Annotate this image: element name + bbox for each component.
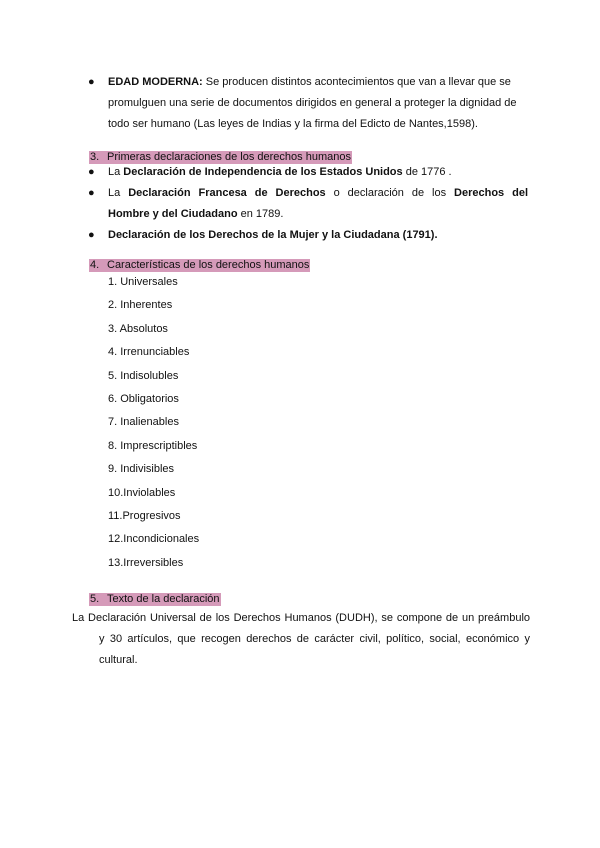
bullet-item	[86, 162, 528, 183]
bold-text: Derechos del	[454, 187, 528, 199]
bullet-item	[86, 225, 528, 246]
list-item: 13.Irreversibles	[108, 557, 184, 569]
heading-number: 5.	[90, 593, 100, 605]
bullet-dot-icon: ●	[88, 229, 95, 241]
section3-bullets	[86, 162, 528, 246]
list-item: 6. Obligatorios	[108, 393, 179, 405]
bullet-text: promulguen una serie de documentos dirigidos en general a proteger la dignidad de	[108, 97, 517, 109]
bullet-dot-icon: ●	[88, 76, 95, 88]
heading-number: 4.	[90, 259, 100, 271]
text: o declaración de los	[325, 187, 455, 199]
section-heading-4	[89, 259, 310, 272]
bullet-line	[86, 72, 528, 93]
list-item: 1. Universales	[108, 276, 178, 288]
bullet-continuation	[86, 114, 528, 135]
bold-text: Declaración de los Derechos de la Mujer y la Ciudadana (1791).	[108, 229, 438, 241]
list-item: 3. Absolutos	[108, 323, 168, 335]
edad-moderna-bullet	[86, 72, 528, 135]
bullet-dot-icon: ●	[88, 166, 95, 178]
bullet-label: EDAD MODERNA:	[108, 76, 203, 88]
bold-text: Declaración Francesa de Derechos	[128, 187, 326, 199]
list-item: 2. Inherentes	[108, 299, 173, 311]
list-item: 9. Indivisibles	[108, 463, 175, 475]
bullet-text: todo ser humano (Las leyes de Indias y la firma del Edicto de Nantes,1598).	[108, 118, 478, 130]
list-item: 8. Imprescriptibles	[108, 440, 198, 452]
paragraph-line: y 30 artículos, que recogen derechos de carácter civil, político, social, económico y	[99, 633, 530, 645]
heading-title: Características de los derechos humanos	[107, 259, 310, 271]
list-item: 4. Irrenunciables	[108, 346, 190, 358]
list-item: 11.Progresivos	[108, 510, 181, 522]
list-item: 5. Indisolubles	[108, 370, 179, 382]
bullet-text: Se producen distintos acontecimientos que van a llevar que se	[205, 76, 511, 88]
paragraph-line: La Declaración Universal de los Derechos Humanos (DUDH), se compone de un preámbulo	[72, 612, 530, 624]
bullet-dot-icon: ●	[88, 187, 95, 199]
text: en 1789.	[237, 208, 284, 220]
bullet-item	[86, 183, 528, 204]
heading-title: Texto de la declaración	[107, 593, 220, 605]
bold-text: Hombre y del Ciudadano	[108, 208, 238, 220]
paragraph-line: cultural.	[99, 654, 138, 666]
section-heading-5	[89, 593, 221, 606]
text: La	[108, 166, 124, 178]
list-item: 7. Inalienables	[108, 416, 179, 428]
list-item: 12.Incondicionales	[108, 533, 200, 545]
list-item: 10.Inviolables	[108, 487, 176, 499]
bullet-continuation	[86, 204, 528, 225]
bold-text: Declaración de Independencia de los Estados Unidos	[123, 166, 403, 178]
text: La	[108, 187, 129, 199]
heading-number: 3.	[90, 151, 100, 163]
bullet-continuation	[86, 93, 528, 114]
text: de 1776 .	[402, 166, 452, 178]
heading-title: Primeras declaraciones de los derechos humanos	[107, 151, 351, 163]
